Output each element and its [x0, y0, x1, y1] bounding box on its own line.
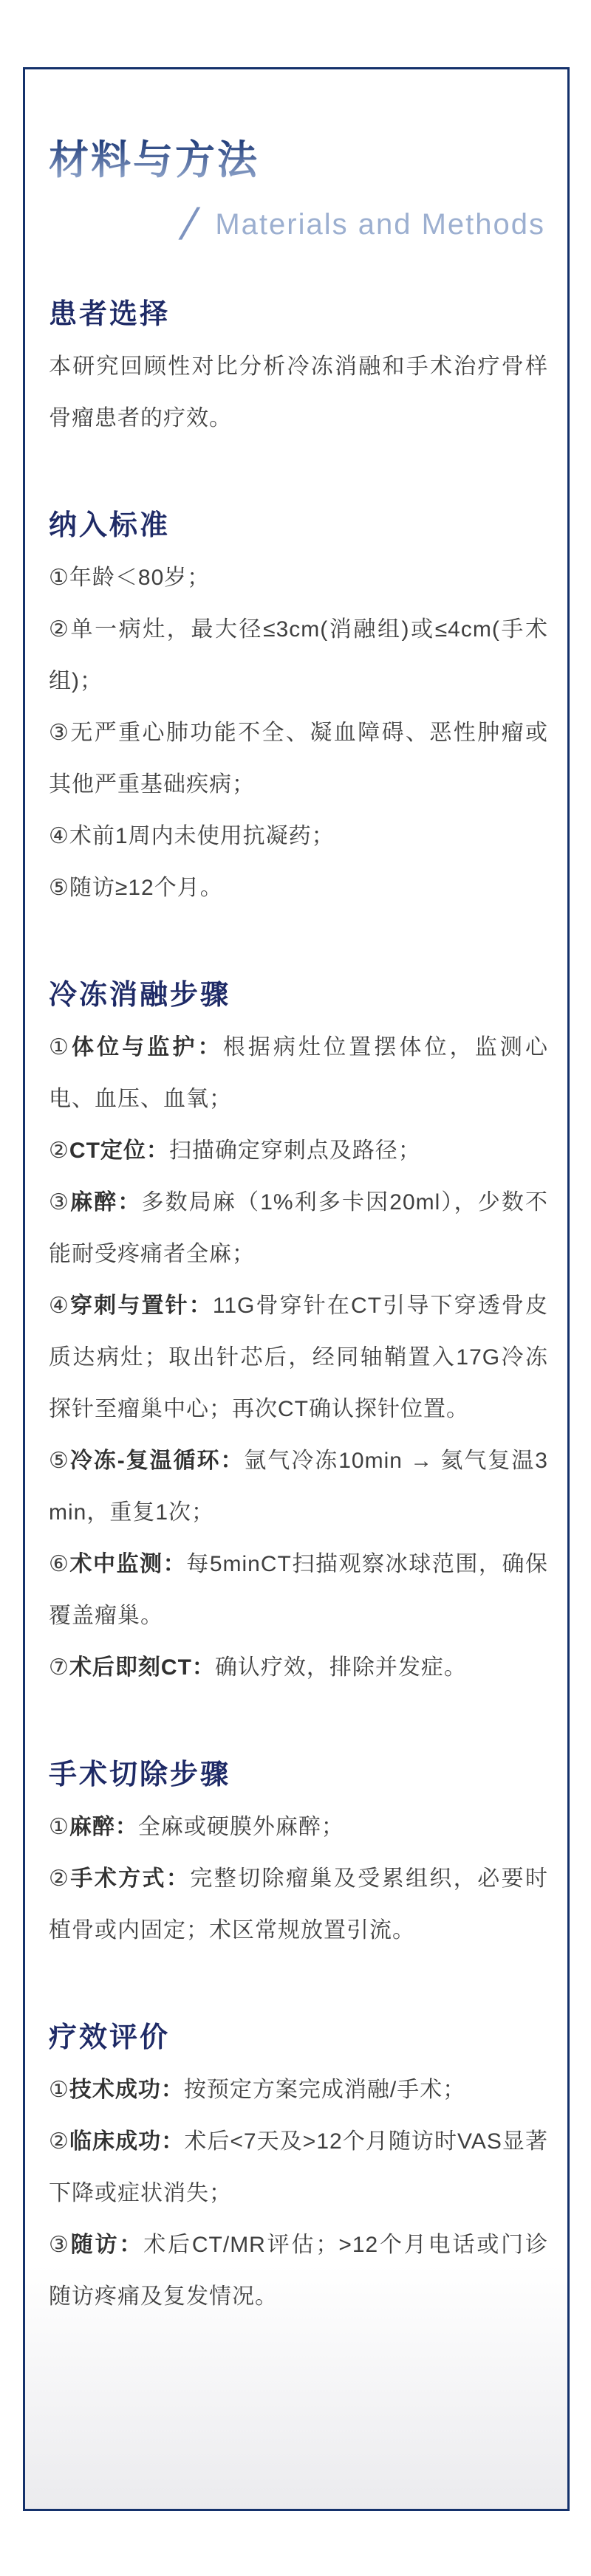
step-text: 扫描确定穿刺点及路径； — [168, 1138, 421, 1163]
paragraph — [49, 1125, 548, 1177]
paragraph — [49, 1280, 548, 1435]
step-number: ① — [49, 566, 69, 590]
paragraph — [49, 341, 548, 444]
subtitle-row — [49, 199, 548, 249]
paragraph — [49, 2219, 548, 2323]
step-text: 氩气冷冻10min → 氦气复温3 min，重复1次； — [49, 1449, 548, 1525]
section-heading: 疗效评价 — [49, 2022, 171, 2053]
article-content — [25, 69, 567, 2323]
step-text: 术后CT/MR评估；>12个月电话或门诊随访疼痛及复发情况。 — [49, 2233, 549, 2309]
section-heading: 患者选择 — [49, 299, 171, 330]
slash-divider: / — [180, 199, 197, 249]
paragraph — [49, 1022, 548, 1125]
section-heading: 纳入标准 — [49, 510, 171, 541]
paragraph — [49, 2064, 548, 2116]
section-patient-selection — [49, 298, 548, 444]
paragraph — [49, 1435, 548, 1539]
section-surgical-resection-steps — [49, 1759, 548, 1957]
step-label: 冷冻-复温循环： — [69, 1449, 245, 1473]
section-inclusion-criteria — [49, 509, 548, 914]
paragraph — [49, 1642, 548, 1694]
step-number: ① — [49, 2078, 69, 2102]
step-number: ③ — [49, 721, 71, 745]
step-number: ⑤ — [49, 876, 69, 900]
page-subtitle-en: Materials and Methods — [215, 208, 545, 241]
step-text: 单一病灶，最大径≤3cm(消融组)或≤4cm(手术组)； — [49, 617, 548, 693]
paragraph — [49, 811, 548, 862]
step-number: ② — [49, 1138, 69, 1163]
paragraph — [49, 604, 548, 707]
paragraph — [49, 552, 548, 604]
step-text: 随访≥12个月。 — [69, 876, 223, 900]
paragraph — [49, 1853, 548, 1957]
step-text: 年龄＜80岁； — [69, 566, 211, 590]
step-label: 穿刺与置针： — [70, 1294, 213, 1318]
article-card — [23, 67, 570, 2511]
step-label: 临床成功： — [69, 2129, 185, 2154]
step-number: ④ — [49, 824, 69, 848]
step-text: 术前1周内未使用抗凝药； — [69, 824, 335, 848]
step-number: ③ — [49, 1190, 71, 1215]
paragraph — [49, 1539, 548, 1642]
step-text: 多数局麻（1%利多卡因20ml），少数不能耐受疼痛者全麻； — [49, 1190, 549, 1266]
section-heading: 冷冻消融步骤 — [49, 980, 231, 1011]
step-label: 术后即刻CT： — [69, 1655, 215, 1680]
step-text: 每5minCT扫描观察冰球范围，确保覆盖瘤巢。 — [49, 1552, 549, 1628]
step-number: ③ — [49, 2233, 71, 2257]
step-label: 术中监测： — [69, 1552, 187, 1576]
paragraph — [49, 2116, 548, 2219]
step-number: ① — [49, 1035, 72, 1059]
step-number: ④ — [49, 1294, 71, 1318]
step-text: 完整切除瘤巢及受累组织，必要时植骨或内固定；术区常规放置引流。 — [49, 1866, 549, 1943]
step-text: 全麻或硬膜外麻醉； — [137, 1815, 344, 1839]
step-number: ① — [49, 1815, 69, 1839]
step-label: 手术方式： — [70, 1866, 191, 1891]
step-number: ② — [49, 2129, 69, 2154]
step-number: ⑥ — [49, 1552, 70, 1576]
paragraph — [49, 1802, 548, 1853]
step-number: ⑤ — [49, 1449, 70, 1473]
section-heading: 手术切除步骤 — [49, 1759, 231, 1790]
step-text: 按预定方案完成消融/手术； — [183, 2078, 466, 2102]
step-text: 根据病灶位置摆体位，监测心电、血压、血氧； — [49, 1035, 549, 1111]
paragraph — [49, 707, 548, 811]
section-efficacy-evaluation — [49, 2022, 548, 2323]
step-text: 11G骨穿针在CT引导下穿透骨皮质达病灶；取出针芯后，经同轴鞘置入17G冷冻探针至瘤巢中心；再次CT确认探针位置。 — [49, 1294, 549, 1421]
step-label: 麻醉： — [69, 1815, 138, 1839]
step-label: 随访： — [70, 2233, 144, 2257]
paragraph — [49, 1177, 548, 1280]
step-text: 确认疗效，排除并发症。 — [214, 1655, 467, 1680]
section-cryoablation-steps — [49, 979, 548, 1694]
step-label: CT定位： — [69, 1138, 169, 1163]
step-number: ② — [49, 1866, 71, 1891]
step-text: 术后<7天及>12个月随访时VAS显著下降或症状消失； — [49, 2129, 548, 2205]
step-number: ② — [49, 617, 71, 642]
page-title: 材料与方法 — [49, 138, 259, 182]
step-label: 麻醉： — [70, 1190, 142, 1215]
step-label: 技术成功： — [69, 2078, 184, 2102]
paragraph — [49, 862, 548, 914]
step-text: 本研究回顾性对比分析冷冻消融和手术治疗骨样骨瘤患者的疗效。 — [49, 354, 548, 430]
step-text: 无严重心肺功能不全、凝血障碍、恶性肿瘤或其他严重基础疾病； — [49, 721, 549, 797]
step-label: 体位与监护： — [72, 1035, 223, 1059]
step-number: ⑦ — [49, 1655, 69, 1680]
